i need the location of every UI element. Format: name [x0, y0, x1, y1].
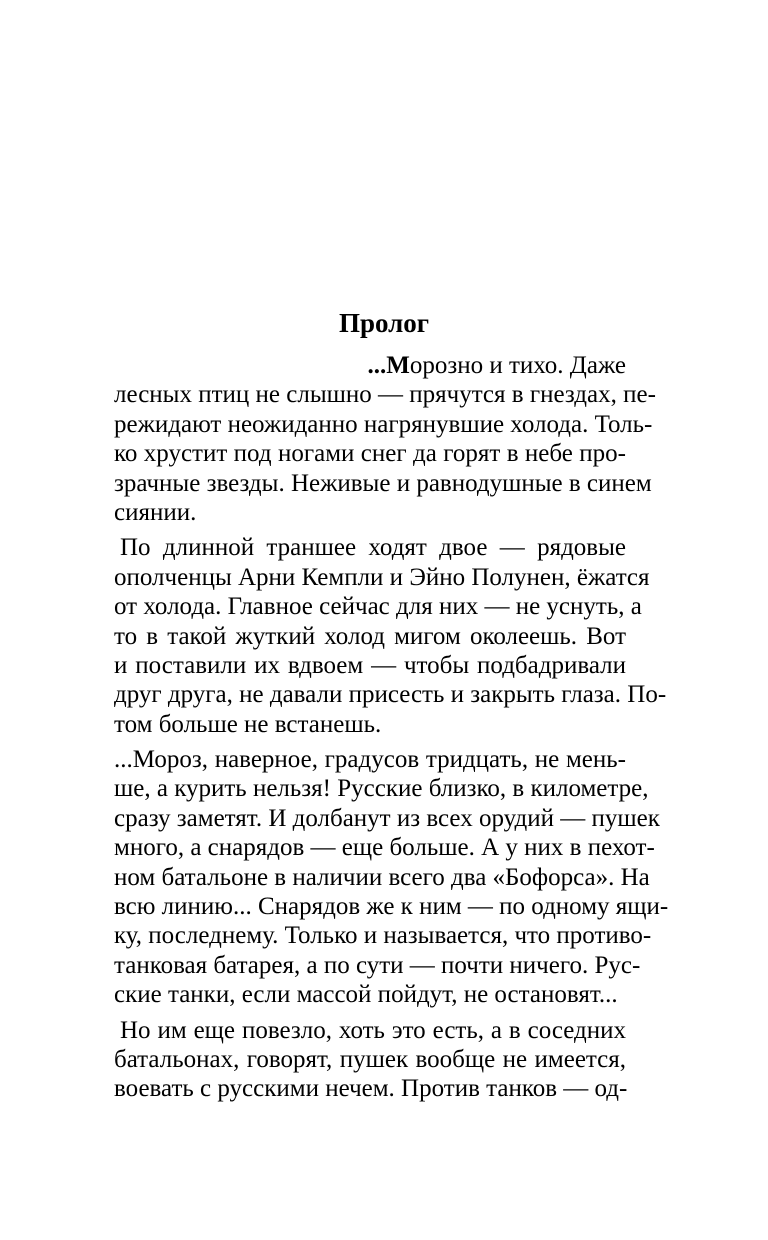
- paragraph-1: [114, 351, 656, 527]
- text-line: зрачные звезды. Неживые и равнодушные в синем: [114, 469, 652, 497]
- text-line: ...Морозно и тихо. Даже: [367, 352, 626, 379]
- text-line: ном батальоне в наличии всего два «Бофорса». На: [114, 863, 650, 891]
- text-line: сразу заметят. И долбанут из всех орудий — пушек: [114, 804, 660, 832]
- text-line: ополченцы Арни Кемпли и Эйно Полунен, ёжатся: [114, 563, 650, 591]
- text-line: воевать с русскими нечем. Против танков — од-: [114, 1075, 628, 1103]
- text-line: ские танки, если массой пойдут, не остановят...: [114, 981, 618, 1009]
- text-line: ...Мороз, наверное, градусов тридцать, не мень-: [114, 746, 626, 774]
- paragraph-3: [114, 745, 669, 1010]
- paragraph-2: [114, 533, 667, 739]
- text-line: батальонах, говорят, пушек вообще не имеется,: [114, 1045, 626, 1073]
- text-line: танковая батарея, а по сути — почти ничего. Рус-: [114, 951, 641, 979]
- text-line: много, а снарядов — еще больше. А у них в пехот-: [114, 834, 655, 862]
- text-line: ко хрустит под ногами снег да горят в небе про-: [114, 440, 626, 468]
- text-line: ку, последнему. Только и называется, что противо-: [114, 922, 652, 950]
- text-line: режидают неожиданно нагрянувшие холода. Толь-: [114, 410, 653, 438]
- text-line: лесных птиц не слышно — прячутся в гнездах, пе-: [114, 381, 656, 409]
- drop-lead: ...М: [367, 352, 410, 379]
- text-line: всю линию... Снарядов же к ним — по одному ящи-: [114, 893, 669, 921]
- paragraph-4: [114, 1016, 626, 1104]
- text-line: сиянии.: [114, 498, 197, 526]
- text-line: и поставили их вдвоем — чтобы подбадривали: [114, 651, 626, 679]
- text-line: Но им еще повезло, хоть это есть, а в соседних: [120, 1016, 626, 1044]
- text-line: По длинной траншее ходят двое — рядовые: [120, 534, 626, 562]
- text-line: том больше не встанешь.: [114, 710, 382, 738]
- body-text: [114, 351, 669, 1104]
- text-line: ше, а курить нельзя! Русские близко, в километре,: [114, 775, 649, 803]
- text-line: то в такой жуткий холод мигом околеешь. Вот: [114, 622, 626, 650]
- text-line: друг друга, не давали присесть и закрыть глаза. По-: [114, 681, 667, 709]
- text-line: от холода. Главное сейчас для них — не уснуть, а: [114, 593, 642, 621]
- chapter-title: Пролог: [338, 308, 430, 338]
